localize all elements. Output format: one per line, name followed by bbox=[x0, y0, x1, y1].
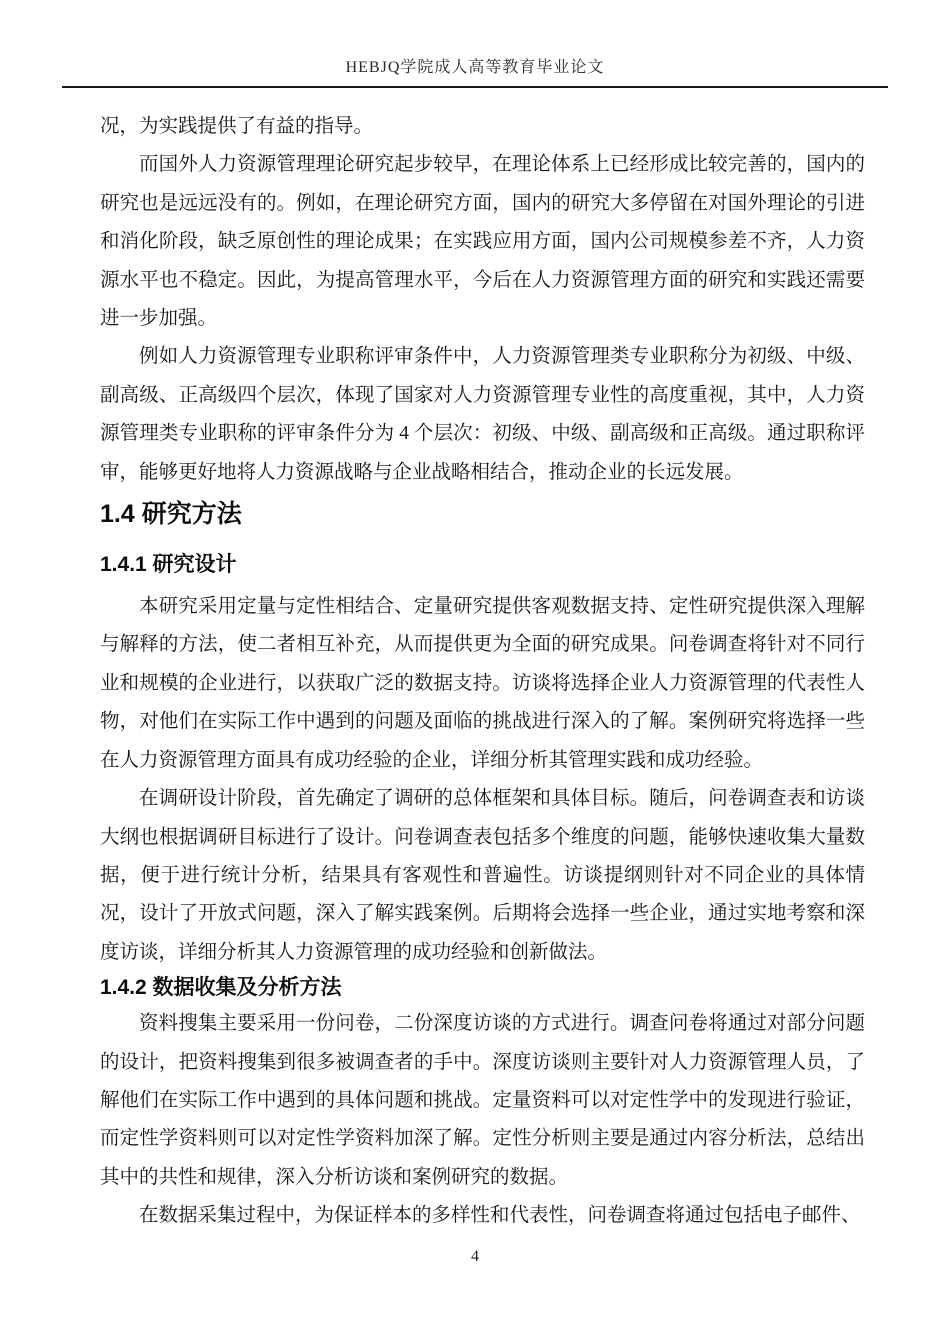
header-rule bbox=[62, 86, 888, 88]
paragraph-research-design-2: 在调研设计阶段，首先确定了调研的总体框架和具体目标。随后，问卷调查表和访谈大纲也根据调研目标进行了设计。问卷调查表包括多个维度的问题，能够快速收集大量数据，便于进行统计分析，结果具有客观性和普遍性。访谈提纲则针对不同企业的具体情况，设计了开放式问题，深入了解实践案例。后期将会选择一些企业，通过实地考察和深度访谈，详细分析其人力资源管理的成功经验和创新做法。 bbox=[100, 788, 865, 963]
paragraph-continuation: 况，为实践提供了有益的指导。 bbox=[100, 116, 374, 137]
subsection-heading-research-design: 1.4.1 研究设计 bbox=[100, 553, 237, 577]
paragraph-research-design-1: 本研究采用定量与定性相结合、定量研究提供客观数据支持、定性研究提供深入理解与解释的方法，使二者相互补充，从而提供更为全面的研究成果。问卷调查将针对不同行业和规模的企业进行，以获取广泛的数据支持。访谈将选择企业人力资源管理的代表性人物，对他们在实际工作中遇到的问题及面临的挑战进行深入的了解。案例研究将选择一些在人力资源管理方面具有成功经验的企业，详细分析其管理实践和成功经验。 bbox=[100, 596, 865, 771]
running-header bbox=[62, 0, 888, 79]
paragraph-foreign-research: 而国外人力资源管理理论研究起步较早，在理论体系上已经形成比较完善的，国内的研究也是远远没有的。例如，在理论研究方面，国内的研究大多停留在对国外理论的引进和消化阶段，缺乏原创性的理论成果；在实践应用方面，国内公司规模参差不齐，人力资源水平也不稳定。因此，为提高管理水平，今后在人力资源管理方面的研究和实践还需要进一步加强。 bbox=[100, 154, 865, 330]
paragraph-data-collection-1: 资料搜集主要采用一份问卷，二份深度访谈的方式进行。调查问卷将通过对部分问题的设计，把资料搜集到很多被调查者的手中。深度访谈则主要针对人力资源管理人员，了解他们在实际工作中遇到的具体问题和挑战。定量资料可以对定性学中的发现进行验证，而定性学资料则可以对定性学资料加深了解。定性分析则主要是通过内容分析法，总结出其中的共性和规律，深入分析访谈和案例研究的数据。 bbox=[100, 1013, 865, 1188]
running-header-title: HEBJQ学院成人高等教育毕业论文 bbox=[345, 59, 605, 76]
page-footer bbox=[0, 1248, 950, 1344]
paragraph-data-collection-2: 在数据采集过程中，为保证样本的多样性和代表性，问卷调查将通过包括电子邮件、 bbox=[139, 1205, 861, 1227]
document-body bbox=[100, 108, 865, 1236]
subsection-heading-data-collection: 1.4.2 数据收集及分析方法 bbox=[100, 976, 342, 1000]
section-heading-research-method: 1.4 研究方法 bbox=[100, 500, 242, 529]
paragraph-title-review: 例如人力资源管理专业职称评审条件中，人力资源管理类专业职称分为初级、中级、副高级、正高级四个层次，体现了国家对人力资源管理专业性的高度重视，其中，人力资源管理类专业职称的评审条件分为 4 个层次：初级、中级、副高级和正高级。通过职称评审，能够更好地将人力资源战略与企业战略相结合，推动企业的长远发展。 bbox=[100, 346, 865, 483]
page-number: 4 bbox=[471, 1248, 479, 1265]
